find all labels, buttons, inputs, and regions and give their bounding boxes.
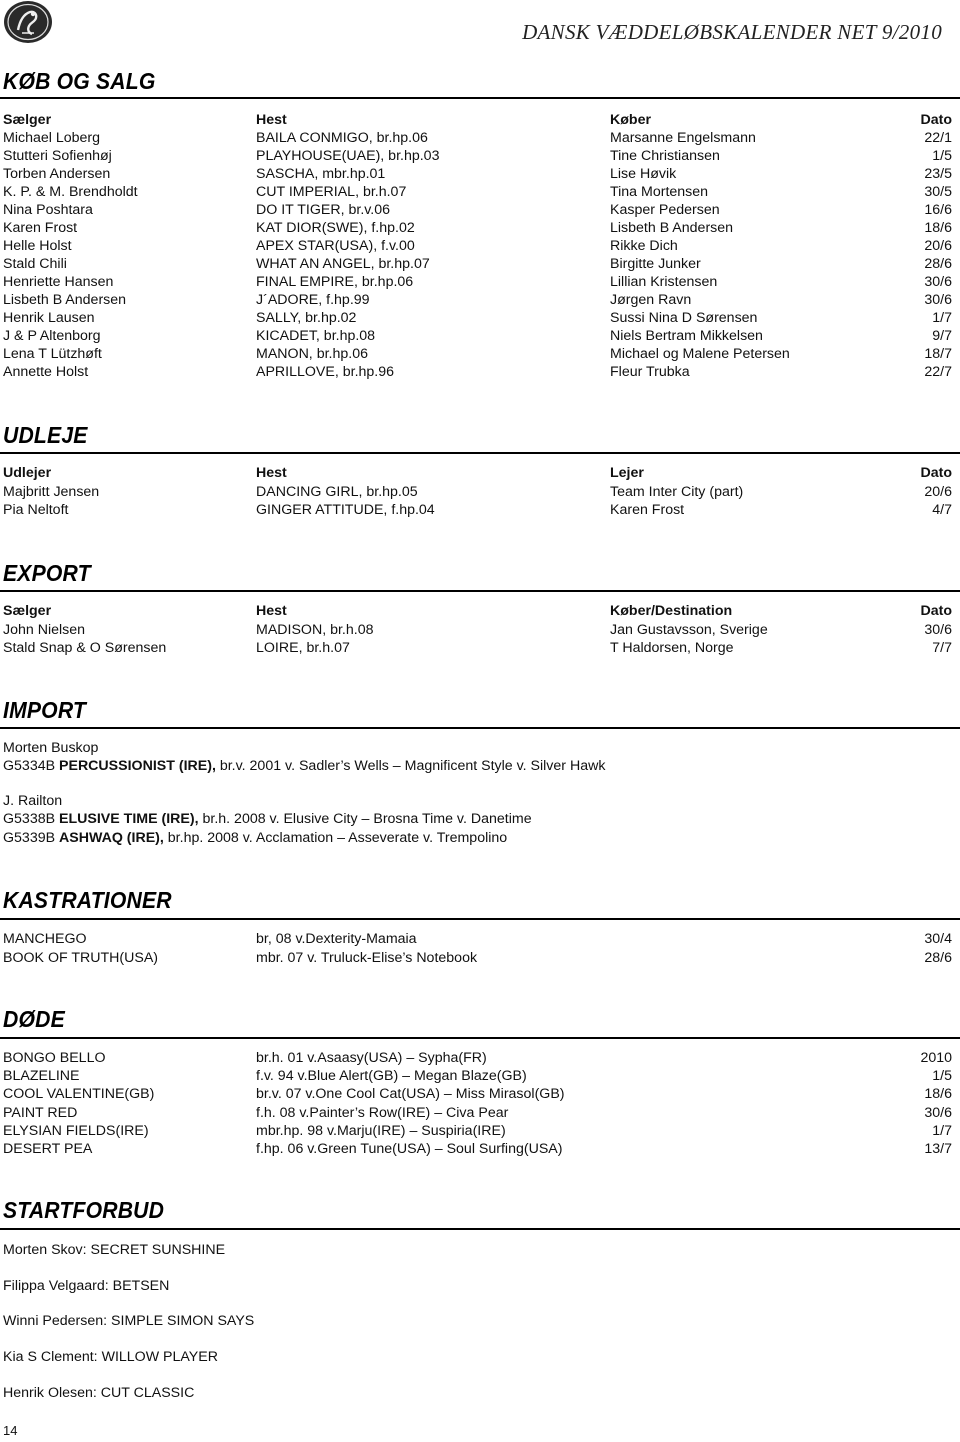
table-row (0, 1122, 960, 1140)
startforbud-item: Morten Skov: SECRET SUNSHINE (3, 1242, 226, 1258)
table-cell: Henriette Hansen (3, 274, 114, 290)
table-cell: 23/5 (924, 166, 952, 182)
table-row (0, 183, 960, 201)
table-cell: 16/6 (924, 202, 952, 218)
table-cell: Michael Loberg (3, 130, 101, 146)
table-cell: K. P. & M. Brendholdt (3, 184, 138, 200)
column-header: Dato (920, 465, 952, 481)
table-cell: 1/5 (932, 1068, 952, 1085)
table-cell: Pia Neltoft (3, 502, 69, 518)
table-cell: 30/6 (924, 1104, 952, 1121)
section-rule (0, 727, 960, 729)
column-header: Hest (256, 603, 287, 619)
table-cell: DESERT PEA (3, 1141, 93, 1157)
table-cell: 18/7 (924, 346, 952, 362)
section-title-kob-og-salg: KØB OG SALG (3, 68, 156, 94)
section-title-export: EXPORT (3, 560, 91, 586)
emblem-logo (2, 0, 54, 44)
table-cell: 20/6 (924, 483, 952, 500)
section-rule (0, 918, 960, 920)
table-cell: mbr. 07 v. Truluck-Elise’s Notebook (256, 949, 478, 966)
table-cell: DANCING GIRL, br.hp.05 (256, 483, 418, 500)
table-cell: f.hp. 06 v.Green Tune(USA) – Soul Surfing(USA) (256, 1141, 563, 1157)
import-entry: G5339B ASHWAQ (IRE), br.hp. 2008 v. Acclamation – Asseverate v. Trempolino (3, 830, 508, 846)
table-row (0, 219, 960, 237)
section-rule (0, 97, 960, 99)
table-cell: APRILLOVE, br.hp.96 (256, 364, 395, 380)
table-cell: 1/5 (932, 148, 952, 164)
table-cell: 1/7 (932, 1122, 952, 1139)
table-cell: Tine Christiansen (610, 148, 720, 164)
section-rule (0, 1228, 960, 1230)
table-cell: Fleur Trubka (610, 364, 690, 380)
table-cell: Henrik Lausen (3, 310, 95, 326)
table-row (0, 273, 960, 291)
table-cell: f.h. 08 v.Painter’s Row(IRE) – Civa Pear (256, 1104, 509, 1121)
table-cell: FINAL EMPIRE, br.hp.06 (256, 274, 414, 290)
section-title-kastrationer: KASTRATIONER (3, 887, 172, 913)
table-cell: 18/6 (924, 220, 952, 236)
table-cell: Marsanne Engelsmann (610, 130, 756, 146)
column-header: Hest (256, 465, 287, 481)
import-owner: J. Railton (3, 793, 63, 809)
table-cell: Karen Frost (3, 220, 78, 236)
table-row (0, 345, 960, 363)
column-header: Udlejer (3, 465, 52, 481)
table-row (0, 639, 960, 657)
section-rule (0, 1037, 960, 1039)
table-cell: BLAZELINE (3, 1068, 80, 1085)
table-cell: Lisbeth B Andersen (610, 220, 734, 236)
table-row (0, 327, 960, 345)
table-cell: LOIRE, br.h.07 (256, 640, 350, 656)
table-cell: GINGER ATTITUDE, f.hp.04 (256, 502, 435, 518)
table-row (0, 483, 960, 501)
table-cell: Lena T Lützhøft (3, 346, 102, 362)
table-cell: 30/4 (924, 931, 952, 947)
section-title-startforbud: STARTFORBUD (3, 1197, 165, 1223)
table-cell: Birgitte Junker (610, 256, 701, 272)
table-cell: CUT IMPERIAL, br.h.07 (256, 184, 407, 200)
table-cell: Torben Andersen (3, 166, 111, 182)
table-row (0, 165, 960, 183)
table-cell: Stald Chili (3, 256, 67, 272)
table-cell: Jan Gustavsson, Sverige (610, 621, 768, 638)
table-row (0, 309, 960, 327)
table-row (0, 949, 960, 967)
table-cell: APEX STAR(USA), f.v.00 (256, 238, 415, 254)
table-cell: BOOK OF TRUTH(USA) (3, 949, 159, 966)
column-header: Sælger (3, 112, 52, 128)
table-cell: Sussi Nina D Sørensen (610, 310, 758, 326)
table-cell: ELYSIAN FIELDS(IRE) (3, 1122, 149, 1139)
table-cell: 30/6 (924, 621, 952, 638)
table-cell: mbr.hp. 98 v.Marju(IRE) – Suspiria(IRE) (256, 1122, 506, 1139)
table-cell: Lillian Kristensen (610, 274, 718, 290)
table-row (0, 1085, 960, 1103)
import-entry: G5338B ELUSIVE TIME (IRE), br.h. 2008 v. Elusive City – Brosna Time v. Danetime (3, 811, 532, 827)
table-header (0, 464, 960, 482)
table-cell: 22/7 (924, 364, 952, 380)
table-cell: J´ADORE, f.hp.99 (256, 292, 370, 308)
table-cell: 28/6 (924, 256, 952, 272)
table-cell: 30/5 (924, 184, 952, 200)
table-row (0, 129, 960, 147)
table-cell: Lise Høvik (610, 166, 677, 182)
table-cell: br.h. 01 v.Asaasy(USA) – Sypha(FR) (256, 1050, 487, 1066)
table-cell: MADISON, br.h.08 (256, 621, 374, 638)
import-owner: Morten Buskop (3, 740, 99, 756)
table-cell: 22/1 (924, 130, 952, 146)
table-cell: 30/6 (924, 292, 952, 308)
table-row (0, 1104, 960, 1122)
table-row (0, 255, 960, 273)
table-cell: Helle Holst (3, 238, 72, 254)
table-cell: 9/7 (932, 328, 952, 344)
table-row (0, 1140, 960, 1158)
table-cell: Rikke Dich (610, 238, 678, 254)
section-rule (0, 590, 960, 592)
table-header (0, 602, 960, 620)
table-cell: Lisbeth B Andersen (3, 292, 127, 308)
table-cell: Majbritt Jensen (3, 483, 100, 500)
table-cell: KICADET, br.hp.08 (256, 328, 376, 344)
table-row (0, 501, 960, 519)
table-cell: PAINT RED (3, 1104, 78, 1121)
column-header: Lejer (610, 465, 644, 481)
import-entry: G5334B PERCUSSIONIST (IRE), br.v. 2001 v. Sadler’s Wells – Magnificent Style v. Silver Hawk (3, 758, 606, 774)
table-cell: Karen Frost (610, 502, 685, 518)
column-header: Dato (920, 603, 952, 619)
table-cell: 13/7 (924, 1141, 952, 1157)
table-cell: 20/6 (924, 238, 952, 254)
table-cell: MANON, br.hp.06 (256, 346, 368, 362)
table-cell: J & P Altenborg (3, 328, 101, 344)
table-cell: 30/6 (924, 274, 952, 290)
table-cell: COOL VALENTINE(GB) (3, 1086, 155, 1103)
table-row (0, 291, 960, 309)
table-row (0, 1049, 960, 1067)
table-row (0, 147, 960, 165)
table-cell: f.v. 94 v.Blue Alert(GB) – Megan Blaze(GB) (256, 1068, 527, 1085)
table-cell: Nina Poshtara (3, 202, 93, 218)
table-cell: SALLY, br.hp.02 (256, 310, 357, 326)
table-cell: MANCHEGO (3, 931, 87, 947)
table-row (0, 201, 960, 219)
table-cell: John Nielsen (3, 621, 86, 638)
table-cell: br, 08 v.Dexterity-Mamaia (256, 931, 417, 947)
column-header: Sælger (3, 603, 52, 619)
publication-title: DANSK VÆDDELØBSKALENDER NET 9/2010 (522, 20, 942, 44)
section-title-dode: DØDE (3, 1006, 65, 1032)
table-cell: Team Inter City (part) (610, 483, 744, 500)
startforbud-item: Henrik Olesen: CUT CLASSIC (3, 1385, 195, 1401)
table-cell: 7/7 (932, 640, 952, 656)
table-cell: Tina Mortensen (610, 184, 709, 200)
table-cell: Jørgen Ravn (610, 292, 692, 308)
table-row (0, 363, 960, 381)
table-cell: DO IT TIGER, br.v.06 (256, 202, 391, 218)
table-row (0, 621, 960, 639)
table-cell: WHAT AN ANGEL, br.hp.07 (256, 256, 430, 272)
startforbud-item: Kia S Clement: WILLOW PLAYER (3, 1349, 218, 1365)
table-cell: 4/7 (932, 502, 952, 518)
table-cell: 28/6 (924, 949, 952, 966)
table-cell: Stald Snap & O Sørensen (3, 640, 167, 656)
table-cell: Kasper Pedersen (610, 202, 720, 218)
table-cell: BAILA CONMIGO, br.hp.06 (256, 130, 428, 146)
table-row (0, 930, 960, 948)
table-cell: 2010 (920, 1050, 952, 1066)
table-row (0, 1067, 960, 1085)
table-cell: Stutteri Sofienhøj (3, 148, 112, 164)
table-cell: Michael og Malene Petersen (610, 346, 790, 362)
column-header: Køber/Destination (610, 603, 733, 619)
table-cell: KAT DIOR(SWE), f.hp.02 (256, 220, 415, 236)
table-cell: br.v. 07 v.One Cool Cat(USA) – Miss Mirasol(GB) (256, 1086, 565, 1103)
column-header: Dato (920, 112, 952, 128)
column-header: Hest (256, 112, 287, 128)
section-title-udleje: UDLEJE (3, 422, 88, 448)
table-cell: Niels Bertram Mikkelsen (610, 328, 763, 344)
table-cell: Annette Holst (3, 364, 89, 380)
section-title-import: IMPORT (3, 697, 87, 723)
table-cell: 18/6 (924, 1086, 952, 1103)
startforbud-item: Filippa Velgaard: BETSEN (3, 1278, 170, 1294)
column-header: Køber (610, 112, 651, 128)
table-row (0, 237, 960, 255)
table-cell: BONGO BELLO (3, 1050, 106, 1066)
startforbud-item: Winni Pedersen: SIMPLE SIMON SAYS (3, 1313, 255, 1329)
table-header (0, 111, 960, 129)
table-cell: 1/7 (932, 310, 952, 326)
page-number: 14 (3, 1423, 18, 1438)
table-cell: SASCHA, mbr.hp.01 (256, 166, 386, 182)
table-cell: PLAYHOUSE(UAE), br.hp.03 (256, 148, 440, 164)
section-rule (0, 452, 960, 454)
table-cell: T Haldorsen, Norge (610, 640, 734, 656)
